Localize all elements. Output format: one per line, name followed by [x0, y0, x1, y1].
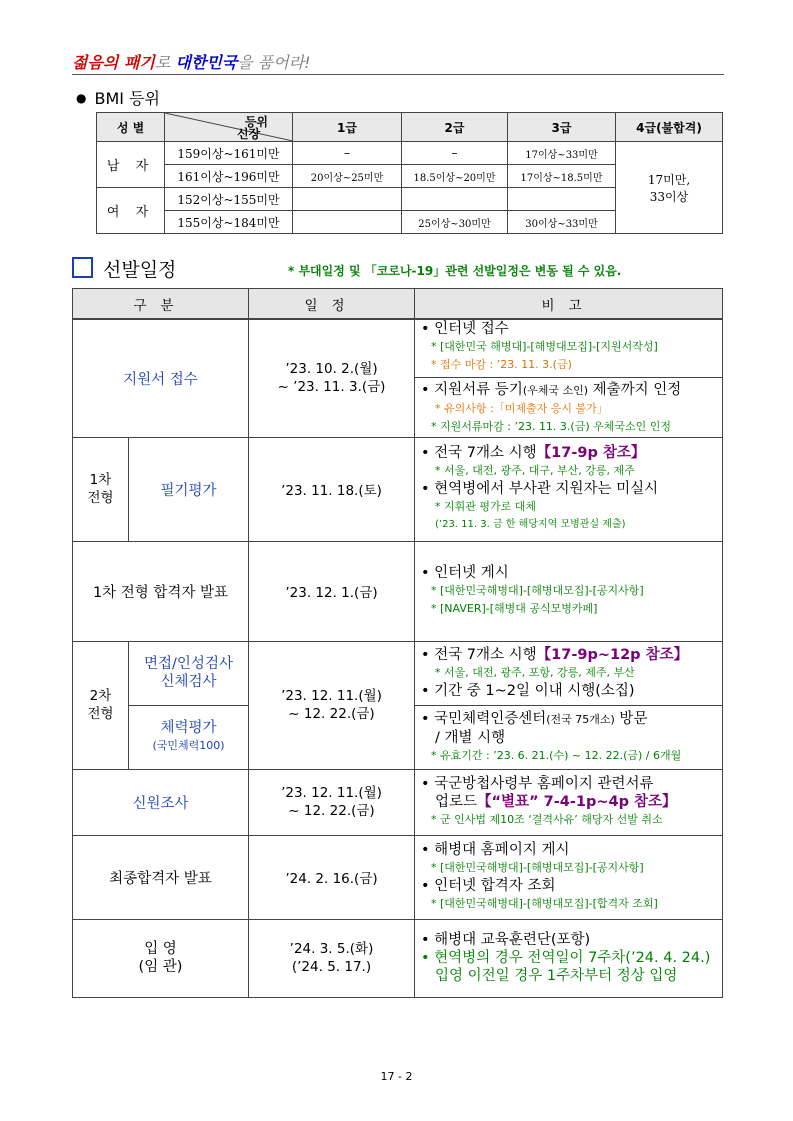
remark-cell: • 전국 7개소 시행【17-9p~12p 참조】 * 서울, 대전, 광주, 포항, 강릉, 제주, 부산 • 기간 중 1~2일 이내 시행(소집)	[415, 641, 723, 705]
category-cell: 최종합격자 발표	[73, 835, 249, 919]
page-number: 17 - 2	[380, 1070, 413, 1083]
schedule-row	[73, 769, 723, 835]
remark-cell: • 해병대 교육훈련단(포항) • 현역병의 경우 전역일이 7주차(’24. 4. 24.) 입영 이전일 경우 1주차부터 정상 입영	[415, 919, 723, 997]
bmi-section-title: ● BMI 등위	[76, 89, 160, 108]
square-icon	[72, 257, 93, 278]
remark-cell: • 해병대 홈페이지 게시 * [대한민국해병대]-[해병대모집]-[공지사항] • 인터넷 합격자 조회 * [대한민국해병대]-[해병대모집]-[합격자 조회]	[415, 835, 723, 919]
remark-cell: • 국민체력인증센터(전국 75개소) 방문 / 개별 시행 * 유효기간 : ’23. 6. 21.(수) ~ 12. 22.(금) / 6개월	[415, 705, 723, 769]
date-cell: ’23. 12. 11.(월) ~ 12. 22.(금)	[249, 641, 415, 769]
category-cell: 체력평가 (국민체력100)	[129, 705, 249, 769]
head-date: 일정	[249, 289, 415, 320]
date-cell: ’23. 10. 2.(월) ~ ’23. 11. 3.(금)	[249, 319, 415, 437]
header-slogan-1: 젊음의 패기	[72, 53, 155, 72]
category-cell: 신원조사	[73, 769, 249, 835]
bmi-cell	[402, 188, 508, 211]
bmi-cell: 18.5이상~20미만	[402, 165, 508, 188]
remark-cell: • 인터넷 게시 * [대한민국해병대]-[해병대모집]-[공지사항] * [NAVER]-[해병대 공식모병카페]	[415, 541, 723, 641]
date-cell: ’24. 3. 5.(화) (’24. 5. 17.)	[249, 919, 415, 997]
bmi-cell: 25이상~30미만	[402, 211, 508, 234]
bmi-head-g2: 2급	[402, 113, 508, 142]
bmi-cell: 17이상~33미만	[508, 142, 616, 165]
bmi-head-g3: 3급	[508, 113, 616, 142]
schedule-row	[73, 541, 723, 641]
date-cell: ’23. 11. 18.(토)	[249, 437, 415, 541]
bmi-cell: 30이상~33미만	[508, 211, 616, 234]
schedule-row	[73, 437, 723, 541]
category-cell: 면접/인성검사 신체검사	[129, 641, 249, 705]
schedule-row	[73, 835, 723, 919]
date-cell: ’23. 12. 1.(금)	[249, 541, 415, 641]
bmi-female-label: 여 자	[97, 188, 165, 234]
bmi-cell: 20이상~25미만	[293, 165, 402, 188]
bmi-cell: –	[402, 142, 508, 165]
section-title: 선발일정	[72, 255, 176, 282]
page-header	[72, 50, 724, 75]
header-slogan-4: 을 품어라!	[237, 53, 311, 72]
bmi-head-diagonal: 등위 신장	[165, 113, 293, 142]
schedule-row	[73, 319, 723, 437]
bmi-cell	[293, 188, 402, 211]
bmi-head-g1: 1급	[293, 113, 402, 142]
header-slogan-3: 대한민국	[175, 53, 238, 72]
date-cell: ’23. 12. 11.(월) ~ 12. 22.(금)	[249, 769, 415, 835]
bmi-head-g4: 4급(불합격)	[616, 113, 723, 142]
diagonal-line-icon	[165, 113, 293, 141]
bmi-male-label: 남 자	[97, 142, 165, 188]
head-remark: 비고	[415, 289, 723, 320]
bmi-cell	[508, 188, 616, 211]
bmi-cell: 17이상~18.5미만	[508, 165, 616, 188]
category-cell: 입 영 (임 관)	[73, 919, 249, 997]
divider	[415, 377, 722, 378]
bmi-row	[97, 142, 723, 165]
remark-cell: • 인터넷 접수 * [대한민국 해병대]-[해병대모집]-[지원서작성] * 접수 마감 : ’23. 11. 3.(금) • 지원서류 등기(우체국 소인) 제출까지 인정 * 유의사항 :「미제출자 응시 불가」 * 지원서류마감 : ’23. 11. 3.(금) 우체국소인 인정	[415, 319, 723, 437]
header-slogan-2: 로	[154, 53, 176, 72]
section-note: * 부대일정 및 「코로나-19」관련 선발일정은 변동 될 수 있음.	[288, 264, 622, 278]
schedule-header-row	[73, 289, 723, 320]
bullet-icon: ●	[76, 91, 87, 105]
schedule-row	[73, 919, 723, 997]
bmi-cell	[293, 211, 402, 234]
head-category: 구분	[73, 289, 249, 320]
bmi-head-sex: 성 별	[97, 113, 165, 142]
category-cell: 필기평가	[129, 437, 249, 541]
bmi-cell: –	[293, 142, 402, 165]
bmi-cell-height: 152이상~155미만	[165, 188, 293, 211]
category-cell: 지원서 접수	[73, 319, 249, 437]
schedule-table	[72, 288, 723, 998]
schedule-row	[73, 641, 723, 705]
bmi-table	[96, 112, 723, 234]
stage-cell: 2차 전형	[73, 641, 129, 769]
bmi-cell-height: 161이상~196미만	[165, 165, 293, 188]
bmi-cell-height: 155이상~184미만	[165, 211, 293, 234]
bmi-g4-cell: 17미만, 33이상	[616, 142, 723, 234]
category-cell: 1차 전형 합격자 발표	[73, 541, 249, 641]
remark-cell: • 국군방첩사령부 홈페이지 관련서류 업로드【“별표” 7-4-1p~4p 참조】 * 군 인사법 제10조 ‘결격사유’ 해당자 선발 취소	[415, 769, 723, 835]
remark-cell: • 전국 7개소 시행【17-9p 참조】 * 서울, 대전, 광주, 대구, 부산, 강릉, 제주 • 현역병에서 부사관 지원자는 미실시 * 지휘관 평가로 대체 (’23. 11. 3. 금 한 해당지역 모병관실 제출)	[415, 437, 723, 541]
bmi-cell-height: 159이상~161미만	[165, 142, 293, 165]
stage-cell: 1차 전형	[73, 437, 129, 541]
date-cell: ’24. 2. 16.(금)	[249, 835, 415, 919]
